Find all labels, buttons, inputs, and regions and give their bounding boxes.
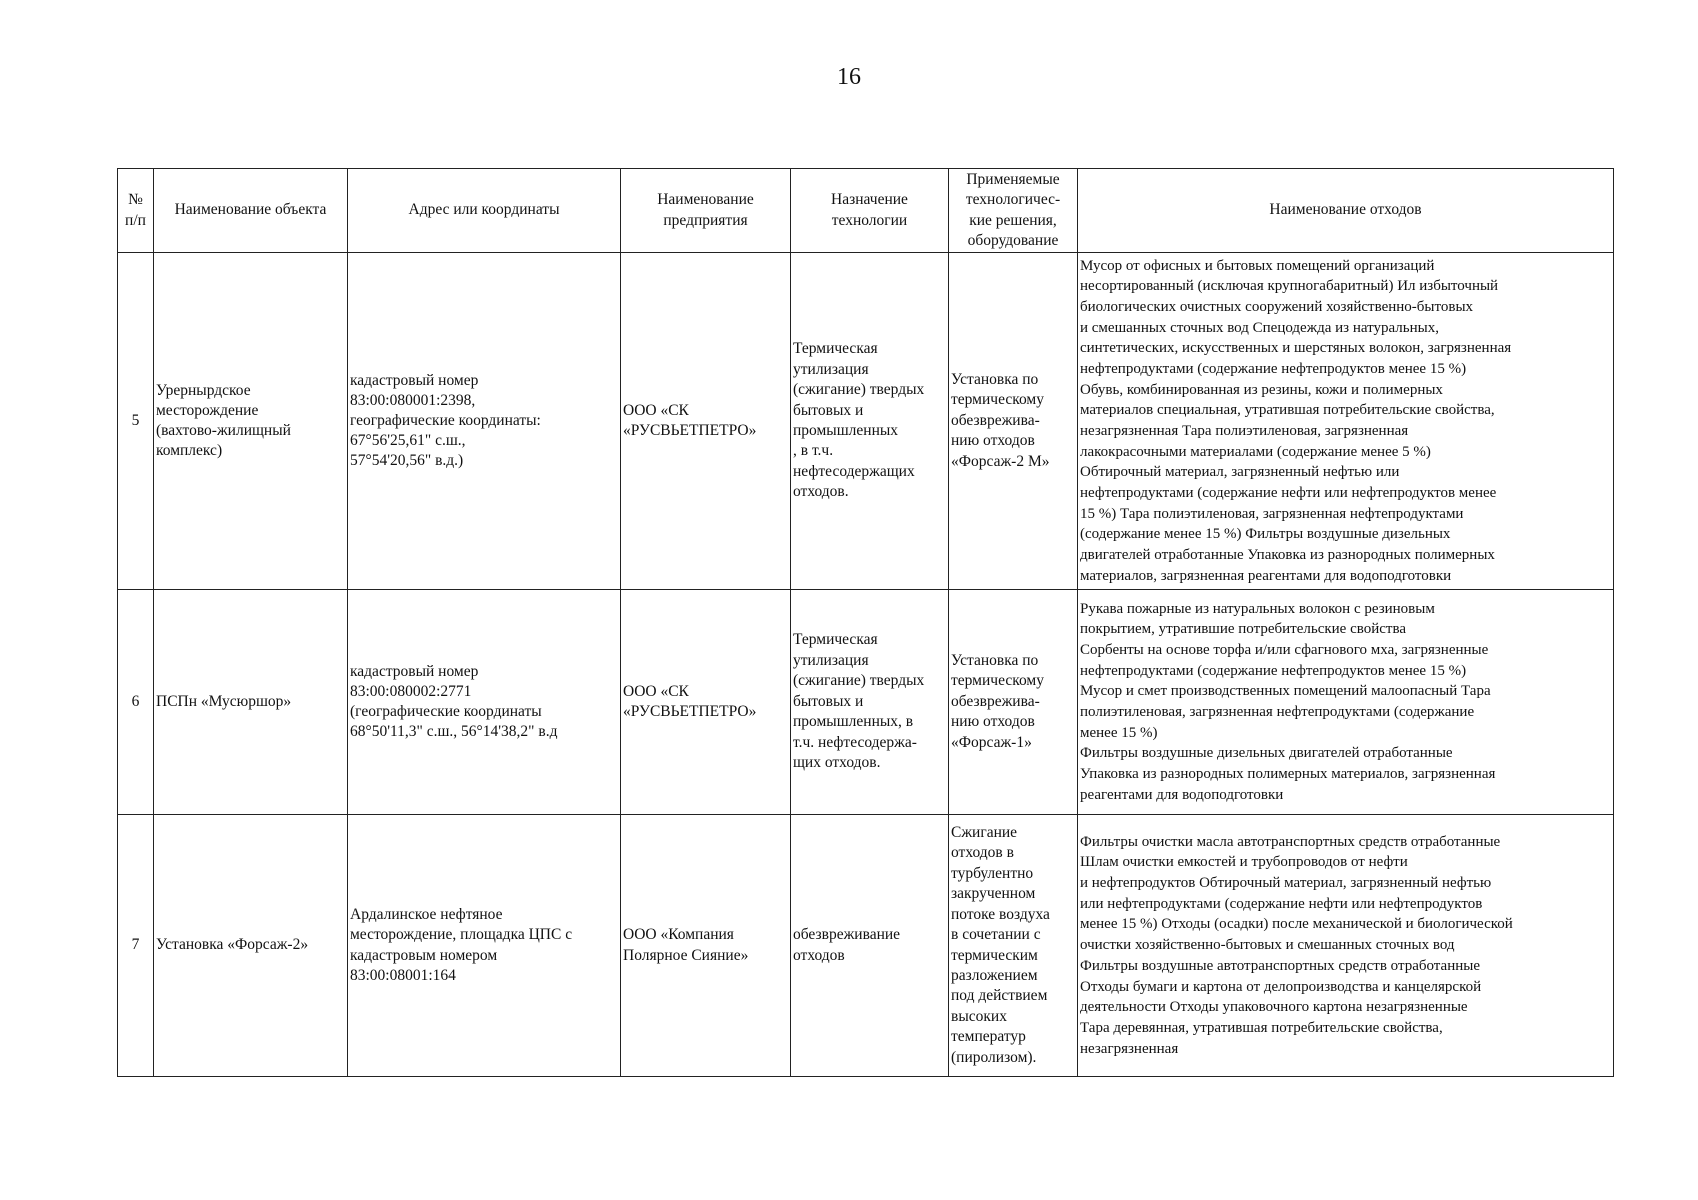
text-line: Назначение xyxy=(831,191,908,209)
address xyxy=(348,815,621,1077)
text-line: 57°54'20,56" в.д.) xyxy=(350,452,464,470)
text-line: деятельности Отходы упаковочного картона незагрязненные xyxy=(1080,999,1468,1016)
text-line: технологичес- xyxy=(965,191,1061,209)
text-line: лакокрасочными материалами (содержание менее 5 %) xyxy=(1080,443,1431,460)
object-name xyxy=(154,815,348,1077)
equipment xyxy=(949,815,1078,1077)
text-line: Шлам очистки емкостей и трубопроводов от нефти xyxy=(1080,854,1408,871)
header-waste xyxy=(1078,169,1614,253)
text-line: кадастровым номером xyxy=(350,946,498,964)
text-line: т.ч. нефтесодержа- xyxy=(793,733,917,751)
text-line: «Форсаж-2 М» xyxy=(951,452,1050,470)
row-num: 5 xyxy=(118,253,154,590)
text-line: «Форсаж-1» xyxy=(951,733,1032,751)
text-line: под действием xyxy=(951,987,1048,1005)
text-line: утилизация xyxy=(793,651,869,669)
text-line: (географические координаты xyxy=(350,703,542,720)
text-line: реагентами для водоподготовки xyxy=(1080,786,1284,803)
text-line: комплекс) xyxy=(156,442,223,460)
text-line: нефтесодержащих xyxy=(793,462,915,480)
text-line: ООО «СК xyxy=(623,682,689,700)
text-line: Сорбенты на основе торфа и/или сфагнового мха, загрязненные xyxy=(1080,641,1489,658)
text-line: высоких xyxy=(951,1007,1007,1025)
row-num: 6 xyxy=(118,590,154,815)
text-line: (содержание менее 15 %) Фильтры воздушные дизельных xyxy=(1080,526,1451,543)
text-line: щих отходов. xyxy=(793,754,881,772)
enterprise-name xyxy=(621,253,791,590)
text-line: Термическая xyxy=(793,340,878,358)
text-line: бытовых и xyxy=(793,401,864,419)
text-line: Рукава пожарные из натуральных волокон с резиновым xyxy=(1080,600,1435,617)
text-line: Установка по xyxy=(951,651,1039,669)
text-line: 67°56'25,61" с.ш., xyxy=(350,432,466,450)
text-line: Установка по xyxy=(951,370,1039,388)
text-line: географические координаты: xyxy=(350,411,541,429)
text-line: ООО «Компания xyxy=(623,926,734,944)
table-row xyxy=(118,590,1614,815)
text-line: менее 15 %) xyxy=(1080,724,1158,741)
text-line: Наименование объекта xyxy=(174,201,327,219)
text-line: потоке воздуха xyxy=(951,905,1050,923)
text-line: кадастровый номер xyxy=(350,371,479,389)
address xyxy=(348,590,621,815)
equipment xyxy=(949,253,1078,590)
header-num xyxy=(118,169,154,253)
text-line: промышленных xyxy=(793,422,899,439)
text-line: Мусор и смет производственных помещений малоопасный Тара xyxy=(1080,683,1491,700)
text-line: месторождение, площадка ЦПС с xyxy=(350,926,573,944)
text-line: ООО «СК xyxy=(623,401,689,419)
text-line: (вахтово-жилищный xyxy=(156,422,291,439)
text-line: отходов xyxy=(793,946,845,964)
text-line: (сжигание) твердых xyxy=(793,672,925,690)
text-line: Мусор от офисных и бытовых помещений организаций xyxy=(1080,257,1435,274)
equipment xyxy=(949,590,1078,815)
text-line: Фильтры очистки масла автотранспортных средств отработанные xyxy=(1080,833,1501,850)
text-line: нефтепродуктами (содержание нефти или нефтепродуктов менее xyxy=(1080,485,1497,502)
text-line: полиэтиленовая, загрязненная нефтепродуктами (содержание xyxy=(1080,704,1475,720)
text-line: п/п xyxy=(125,211,146,229)
text-line: 83:00:08001:164 xyxy=(350,966,456,984)
text-line: и смешанных сточных вод Спецодежда из натуральных, xyxy=(1080,319,1439,336)
text-line: Отходы бумаги и картона от делопроизводства и канцелярской xyxy=(1080,978,1482,995)
row-num: 7 xyxy=(118,815,154,1077)
text-line: термическому xyxy=(951,391,1044,409)
text-line: материалов, загрязненная реагентами для водоподготовки xyxy=(1080,567,1452,584)
text-line: , в т.ч. xyxy=(793,442,834,460)
text-line: 68°50'11,3" с.ш., 56°14'38,2" в.д xyxy=(350,723,558,741)
text-line: турбулентно xyxy=(951,864,1034,882)
text-line: Полярное Сияние» xyxy=(623,946,749,964)
waste-names xyxy=(1078,815,1614,1077)
object-name xyxy=(154,590,348,815)
text-line: Упаковка из разнородных полимерных материалов, загрязненная xyxy=(1080,766,1496,783)
text-line: обезврежива- xyxy=(951,692,1040,710)
text-line: Обувь, комбинированная из резины, кожи и полимерных xyxy=(1080,381,1443,398)
text-line: технологии xyxy=(831,211,908,229)
text-line: термическому xyxy=(951,672,1044,690)
text-line: месторождение xyxy=(156,401,259,419)
text-line: и нефтепродуктов Обтирочный материал, загрязненный нефтью xyxy=(1080,875,1492,892)
object-name xyxy=(154,253,348,590)
text-line: Ардалинское нефтяное xyxy=(350,906,503,924)
technology-purpose xyxy=(791,253,949,590)
text-line: кие решения, xyxy=(969,211,1057,229)
text-line: оборудование xyxy=(967,231,1059,249)
text-line: бытовых и xyxy=(793,692,864,710)
text-line: отходов в xyxy=(951,844,1014,862)
text-line: ПСПн «Мусюршор» xyxy=(156,692,292,710)
text-line: Урернырдское xyxy=(156,381,251,399)
text-line: нию отходов xyxy=(951,432,1035,450)
text-line: обезвреживание xyxy=(793,926,901,944)
text-line: обезврежива- xyxy=(951,411,1040,429)
text-line: Применяемые xyxy=(966,171,1060,189)
page-number: 16 xyxy=(837,64,861,90)
enterprise-name xyxy=(621,590,791,815)
text-line: отходов. xyxy=(793,483,849,501)
header-equipment xyxy=(949,169,1078,253)
header-object xyxy=(154,169,348,253)
text-line: утилизация xyxy=(793,360,869,378)
table-header-row xyxy=(118,169,1614,253)
text-line: нефтепродуктами (содержание нефтепродуктов менее 15 %) xyxy=(1080,662,1467,679)
header-purpose xyxy=(791,169,949,253)
text-line: двигателей отработанные Упаковка из разнородных полимерных xyxy=(1080,547,1495,564)
text-line: материалов специальная, утратившая потребительские свойства, xyxy=(1080,402,1495,419)
technology-purpose xyxy=(791,590,949,815)
waste-names xyxy=(1078,590,1614,815)
text-line: несортированный (исключая крупногабаритный) Ил избыточный xyxy=(1080,278,1499,295)
text-line: Термическая xyxy=(793,631,878,649)
text-line: 83:00:080002:2771 xyxy=(350,682,472,700)
table-row xyxy=(118,815,1614,1077)
text-line: или нефтепродуктами (содержание нефти или нефтепродуктов xyxy=(1080,895,1483,912)
text-line: Тара деревянная, утратившая потребительские свойства, xyxy=(1080,1019,1443,1036)
text-line: менее 15 %) Отходы (осадки) после механической и биологической xyxy=(1080,916,1513,933)
text-line: Сжигание xyxy=(951,823,1018,841)
header-address xyxy=(348,169,621,253)
text-line: очистки хозяйственно-бытовых и смешанных сточных вод xyxy=(1080,937,1455,954)
text-line: термическим xyxy=(951,946,1038,964)
text-line: Наименование xyxy=(657,191,754,209)
text-line: 15 %) Тара полиэтиленовая, загрязненная нефтепродуктами xyxy=(1080,505,1464,522)
text-line: Обтирочный материал, загрязненный нефтью или xyxy=(1080,464,1400,481)
text-line: покрытием, утратившие потребительские свойства xyxy=(1080,621,1407,638)
waste-names xyxy=(1078,253,1614,590)
text-line: закрученном xyxy=(951,885,1036,903)
address xyxy=(348,253,621,590)
text-line: промышленных, в xyxy=(793,713,914,731)
text-line: Установка «Форсаж-2» xyxy=(156,936,309,954)
text-line: незагрязненная xyxy=(1080,1040,1179,1057)
text-line: нефтепродуктами (содержание нефтепродуктов менее 15 %) xyxy=(1080,360,1467,377)
text-line: (сжигание) твердых xyxy=(793,381,925,399)
text-line: кадастровый номер xyxy=(350,662,479,680)
text-line: биологических очистных сооружений хозяйственно-бытовых xyxy=(1080,298,1474,315)
text-line: разложением xyxy=(951,966,1038,984)
text-line: «РУСВЬЕТПЕТРО» xyxy=(623,422,757,439)
text-line: нию отходов xyxy=(951,713,1035,731)
text-line: Фильтры воздушные дизельных двигателей отработанные xyxy=(1080,745,1453,762)
text-line: температур xyxy=(951,1028,1026,1046)
enterprise-name xyxy=(621,815,791,1077)
header-enterprise xyxy=(621,169,791,253)
text-line: Фильтры воздушные автотранспортных средств отработанные xyxy=(1080,957,1480,974)
text-line: незагрязненная Тара полиэтиленовая, загрязненная xyxy=(1080,423,1409,439)
text-line: «РУСВЬЕТПЕТРО» xyxy=(623,703,757,720)
waste-facilities-table xyxy=(117,168,1614,1077)
text-line: 83:00:080001:2398, xyxy=(350,391,476,409)
text-line: синтетических, искусственных и шерстяных волокон, загрязненная xyxy=(1080,340,1512,357)
text-line: (пиролизом). xyxy=(951,1048,1037,1066)
text-line: № xyxy=(128,191,143,209)
text-line: предприятия xyxy=(663,211,748,229)
technology-purpose xyxy=(791,815,949,1077)
text-line: в сочетании с xyxy=(951,926,1041,944)
text-line: Адрес или координаты xyxy=(408,201,560,219)
table-row xyxy=(118,253,1614,590)
text-line: Наименование отходов xyxy=(1269,201,1422,219)
